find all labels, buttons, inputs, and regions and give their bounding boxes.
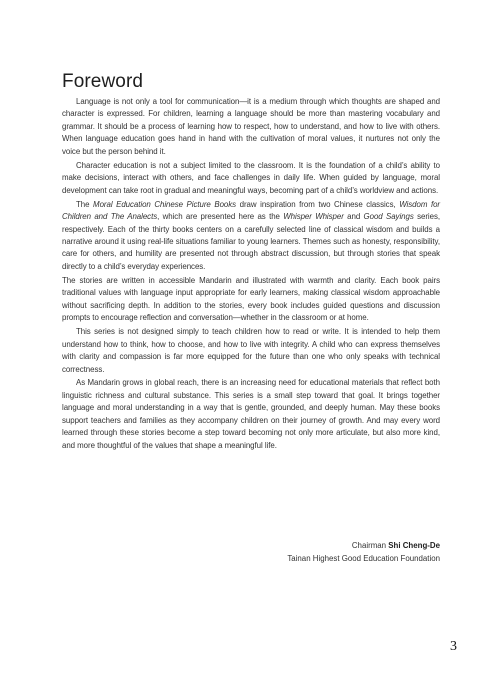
paragraph-3-text-2: draw inspiration from two Chinese classics, [236,199,400,209]
signature-line [287,540,440,553]
paragraph-1: Language is not only a tool for communication—it is a medium through which thoughts are shaped and character is expressed. For children, learning a language should be more than mastering vocabulary and grammar. It should be a process of learning how to respect, how to understand, and how to live with others. When language education goes hand in hand with the cultivation of moral values, it nurtures not only the voice but the person behind it. [62,97,440,156]
signature-name: Shi Cheng-De [388,541,440,550]
page-title: Foreword [62,70,144,92]
paragraph-3 [62,199,440,274]
foreword-body [62,96,440,454]
signature-block [287,540,440,565]
paragraph-3-text-5: series, respectively. Each of the thirty books centers on a carefully selected line of classical wisdom and builds a narrative around it using real-life situations familiar to young learners. Themes such as honesty, responsibility, care for others, and humility are presented not through abstract discussion, but through stories that speak directly to a child’s everyday experiences. [62,212,440,271]
signature-role: Chairman [351,541,389,550]
classic-titles: Wisdom for Children and The Analects [62,199,440,222]
book-series-title: Moral Education Chinese Picture Books [93,199,237,209]
page-number: 3 [450,639,457,654]
signature-organization: Tainan Highest Good Education Foundation [287,553,440,563]
paragraph-4: The stories are written in accessible Mandarin and illustrated with warmth and clarity. Each book pairs traditional values with language input appropriate for early learners, making classical wisdom approachable without sacrificing depth. In addition to the stories, every book includes guided questions and discussion prompts to encourage reflection and conversation—whether in the classroom or at home. [62,275,440,323]
paragraph-3-text-1: The [76,199,94,209]
paragraph-2: Character education is not a subject limited to the classroom. It is the foundation of a child’s ability to make decisions, interact with others, and face challenges in daily life. When guided by language, moral development can take root in gradual and meaningful ways, becoming part of a child’s worldview and actions. [62,160,440,195]
series-name-good-sayings: Good Sayings [363,212,414,222]
paragraph-5: This series is not designed simply to teach children how to read or write. It is intended to help them understand how to think, how to choose, and how to live with integrity. A child who can express themselves with clarity and compassion is far more equipped for the future than one who only speaks with technical correctness. [62,327,440,374]
paragraph-6: As Mandarin grows in global reach, there is an increasing need for educational materials that reflect both linguistic richness and cultural substance. This series is a small step toward that goal. It brings together language and moral understanding in a way that is gentle, grounded, and deeply human. May these books support teachers and families as they accompany children on their journey of growth. And may every word learned through these stories become a step toward becoming not only more articulate, but also more kind, and more thoughtful of the values that shape a meaningful life. [62,378,440,450]
paragraph-3-text-3: , which are presented here as the [157,212,284,222]
series-name-whisper: Whisper Whisper [283,212,344,222]
paragraph-3-text-4: and [343,212,364,222]
